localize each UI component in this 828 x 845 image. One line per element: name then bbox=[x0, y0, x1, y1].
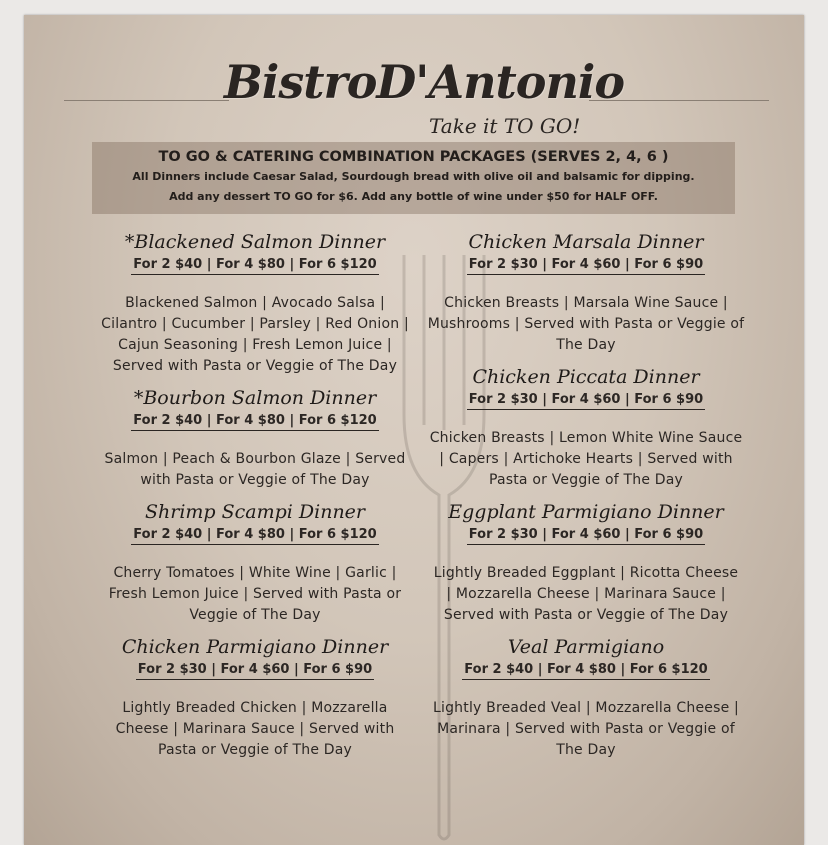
dish-price: For 2 $30 | For 4 $60 | For 6 $90 bbox=[467, 257, 705, 275]
dish-price: For 2 $30 | For 4 $60 | For 6 $90 bbox=[467, 392, 705, 410]
dish-price: For 2 $40 | For 4 $80 | For 6 $120 bbox=[131, 257, 378, 275]
dish-name: Eggplant Parmigiano Dinner bbox=[448, 501, 724, 523]
restaurant-logo: BistroD'Antonio bbox=[224, 55, 625, 109]
dish-description: Lightly Breaded Veal | Mozzarella Cheese | Marinara | Served with Pasta or Veggie of The Day bbox=[433, 700, 739, 758]
menu-item bbox=[421, 366, 751, 491]
dish-description: Cherry Tomatoes | White Wine | Garlic | Fresh Lemon Juice | Served with Pasta or Veggie of The Day bbox=[108, 565, 402, 623]
menu-item bbox=[90, 636, 420, 761]
dish-name: Chicken Piccata Dinner bbox=[472, 366, 700, 388]
banner-note-dinners: All Dinners include Caesar Salad, Sourdough bread with olive oil and balsamic for dipping. bbox=[132, 170, 695, 183]
menu-column-right bbox=[421, 231, 751, 771]
dish-name: Chicken Marsala Dinner bbox=[468, 231, 704, 253]
dish-description: Lightly Breaded Eggplant | Ricotta Cheese | Mozzarella Cheese | Marinara Sauce | Served with Pasta or Veggie of The Day bbox=[433, 565, 739, 623]
dish-price: For 2 $40 | For 4 $80 | For 6 $120 bbox=[131, 527, 378, 545]
dish-name: *Blackened Salmon Dinner bbox=[124, 231, 386, 253]
dish-price: For 2 $30 | For 4 $60 | For 6 $90 bbox=[136, 662, 374, 680]
dish-description: Salmon | Peach & Bourbon Glaze | Served with Pasta or Veggie of The Day bbox=[104, 451, 406, 488]
dish-description: Blackened Salmon | Avocado Salsa | Cilantro | Cucumber | Parsley | Red Onion | Cajun Seasoning | Fresh Lemon Juice | Served with Pasta or Veggie of The Day bbox=[101, 295, 409, 374]
dish-name: Shrimp Scampi Dinner bbox=[144, 501, 366, 523]
dish-price: For 2 $40 | For 4 $80 | For 6 $120 bbox=[462, 662, 709, 680]
menu-page bbox=[24, 15, 804, 845]
tagline: Take it TO GO! bbox=[429, 114, 581, 138]
dish-name: *Bourbon Salmon Dinner bbox=[133, 387, 377, 409]
menu-item bbox=[421, 501, 751, 626]
header-rule-left bbox=[64, 100, 229, 101]
dish-price: For 2 $40 | For 4 $80 | For 6 $120 bbox=[131, 413, 378, 431]
banner-note-addons: Add any dessert TO GO for $6. Add any bottle of wine under $50 for HALF OFF. bbox=[169, 190, 658, 203]
dish-description: Chicken Breasts | Marsala Wine Sauce | Mushrooms | Served with Pasta or Veggie of The Day bbox=[427, 295, 745, 353]
menu-column-left bbox=[90, 231, 420, 771]
menu-item bbox=[421, 231, 751, 356]
dish-name: Veal Parmigiano bbox=[507, 636, 665, 658]
menu-item bbox=[90, 231, 420, 377]
dish-price: For 2 $30 | For 4 $60 | For 6 $90 bbox=[467, 527, 705, 545]
packages-banner bbox=[92, 142, 735, 214]
dish-description: Chicken Breasts | Lemon White Wine Sauce | Capers | Artichoke Hearts | Served with Pasta or Veggie of The Day bbox=[429, 430, 743, 488]
dish-name: Chicken Parmigiano Dinner bbox=[121, 636, 389, 658]
menu-item bbox=[90, 387, 420, 491]
menu-item bbox=[421, 636, 751, 761]
banner-title: TO GO & CATERING COMBINATION PACKAGES (SERVES 2, 4, 6 ) bbox=[158, 149, 669, 165]
dish-description: Lightly Breaded Chicken | Mozzarella Cheese | Marinara Sauce | Served with Pasta or Veggie of The Day bbox=[115, 700, 395, 758]
menu-item bbox=[90, 501, 420, 626]
